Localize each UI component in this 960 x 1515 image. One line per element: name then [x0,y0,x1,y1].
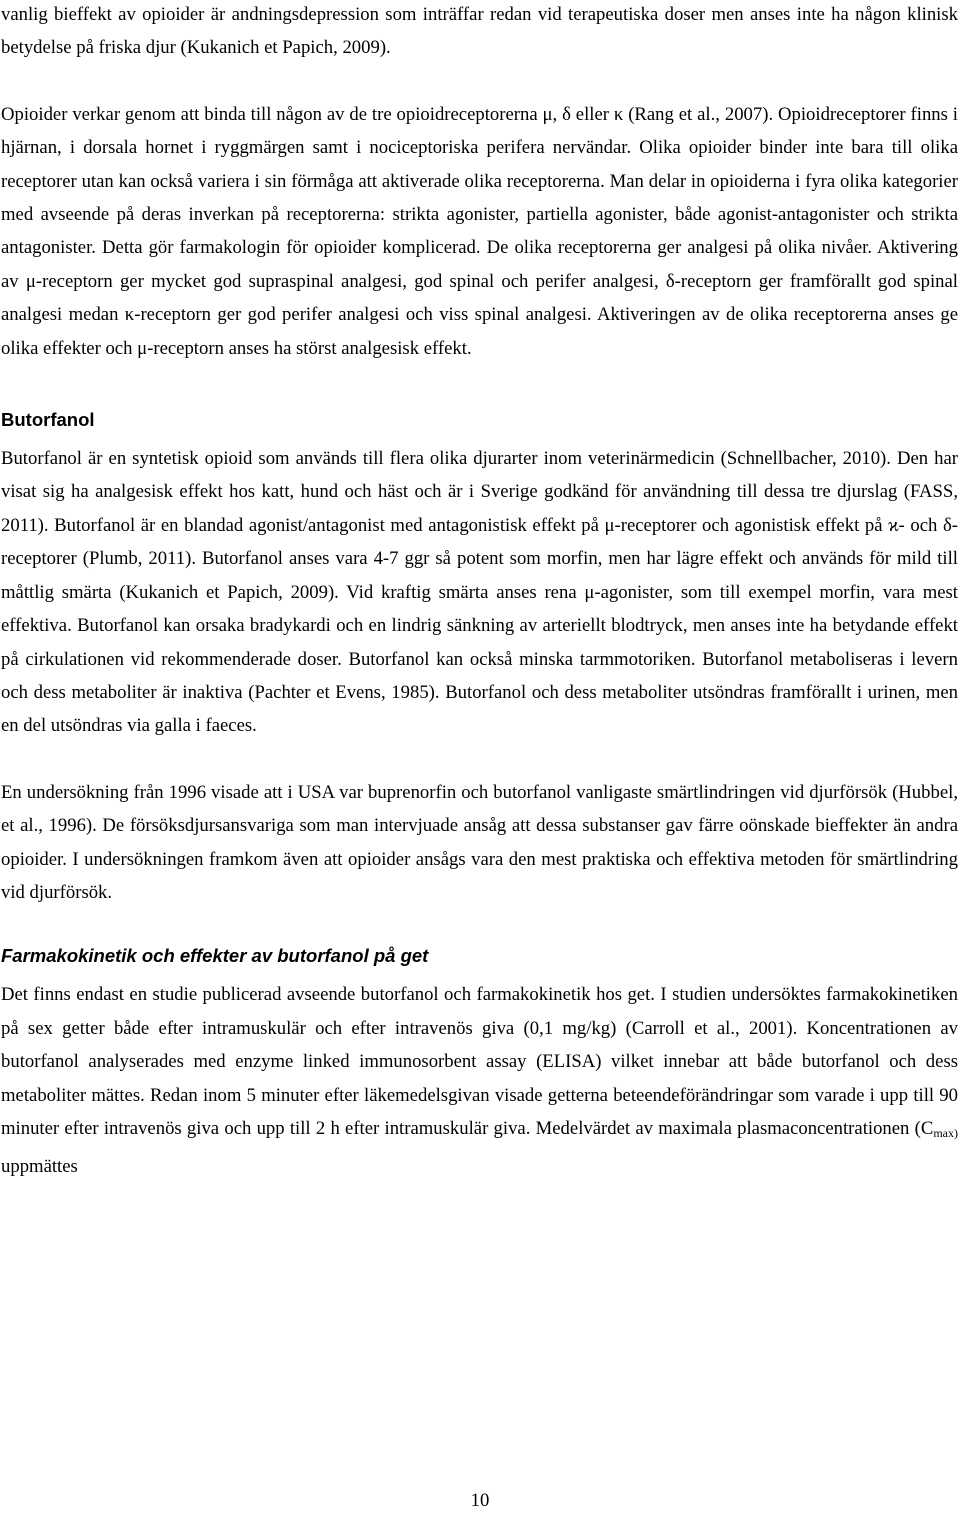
page-number: 10 [470,1490,490,1511]
paragraph-opioid-receptors: Opioider verkar genom att binda till någon av de tre opioidreceptorerna μ, δ eller κ (Rang et al., 2007). Opioidreceptorer finns i hjärnan, i dorsala hornet i ryggmärgen samt i nociceptoriska perifera nervändar. Olika opioider binder inte bara till olika receptorer utan kan också variera i sin förmåga att aktiverade olika receptorerna. Man delar in opioiderna i fyra olika kategorier med avseende på deras inverkan på receptorerna: strikta agonister, partiella agonister, både agonist-antagonister och strikta antagonister. Detta gör farmakologin för opioider komplicerad. De olika receptorerna ger analgesi på olika nivåer. Aktivering av μ-receptorn ger mycket god supraspinal analgesi, god spinal och perifer analgesi, δ-receptorn ger framförallt god spinal analgesi medan κ-receptorn ger god perifer analgesi och viss spinal analgesi. Aktiveringen av de olika receptorerna anses ge olika effekter och μ-receptorn anses ha störst analgesisk effekt. [1,103,958,359]
section-heading-farmakokinetik: Farmakokinetik och effekter av butorfanol på get [1,945,429,967]
farmakokinetik-text-tail: uppmättes [1,1156,78,1178]
section-heading-butorfanol: Butorfanol [1,409,95,431]
paragraph-side-effects: vanlig bieffekt av opioider är andningsdepression som inträffar redan vid terapeutiska doser men anses inte ha någon klinisk betydelse på friska djur (Kukanich et Papich, 2009). [1,4,958,59]
paragraph-butorfanol: Butorfanol är en syntetisk opioid som används till flera olika djurarter inom veterinärmedicin (Schnellbacher, 2010). Den har visat sig ha analgesisk effekt hos katt, hund och häst och är i Sverige godkänd för användning till dessa tre djurslag (FASS, 2011). Butorfanol är en blandad agonist/antagonist med antagonistisk effekt på μ-receptorer och agonistisk effekt på ϰ- och δ-receptorer (Plumb, 2011). Butorfanol anses vara 4-7 ggr så potent som morfin, men har lägre effekt och används för mild till måttlig smärta (Kukanich et Papich, 2009). Vid kraftig smärta anses rena μ-agonister, som till exempel morfin, vara mest effektiva. Butorfanol kan orsaka bradykardi och en lindrig sänkning av arteriellt blodtryck, men anses inte ha betydande effekt på cirkulationen vid rekommenderade doser. Butorfanol kan också minska tarmmotoriken. Butorfanol metaboliseras i levern och dess metaboliter är inaktiva (Pachter et Evens, 1985). Butorfanol och dess metaboliter utsöndras framförallt i urinen, men en del utsöndras via galla i faeces. [1,448,958,737]
paragraph-farmakokinetik [1,978,958,1183]
cmax-subscript: max) [933,1125,958,1140]
paragraph-survey-1996: En undersökning från 1996 visade att i USA var buprenorfin och butorfanol vanligaste smärtlindringen vid djurförsök (Hubbel, et al., 1996). De försöksdjursansvariga som man intervjuade ansåg att dessa substanser gav färre oönskade bieffekter än andra opioider. I undersökningen framkom även att opioider ansågs vara den mest praktiska och effektiva metoden för smärtlindring vid djurförsök. [1,781,958,903]
farmakokinetik-text: Det finns endast en studie publicerad avseende butorfanol och farmakokinetik hos get. I studien undersöktes farmakokinetiken på sex getter både efter intramuskulär och efter intravenös giva (0,1 mg/kg) (Carroll et al., 2001). Koncentrationen av butorfanol analyserades med enzyme linked immunosorbent assay (ELISA) vilket innebar att både butorfanol och dess metaboliter mättes. Redan inom 5 minuter efter läkemedelsgivan visade getterna beteendeförändringar som varade i upp till 90 minuter efter intravenös giva och upp till 2 h efter intramuskulär giva. Medelvärdet av maximala plasmaconcentrationen (C [1,984,958,1139]
